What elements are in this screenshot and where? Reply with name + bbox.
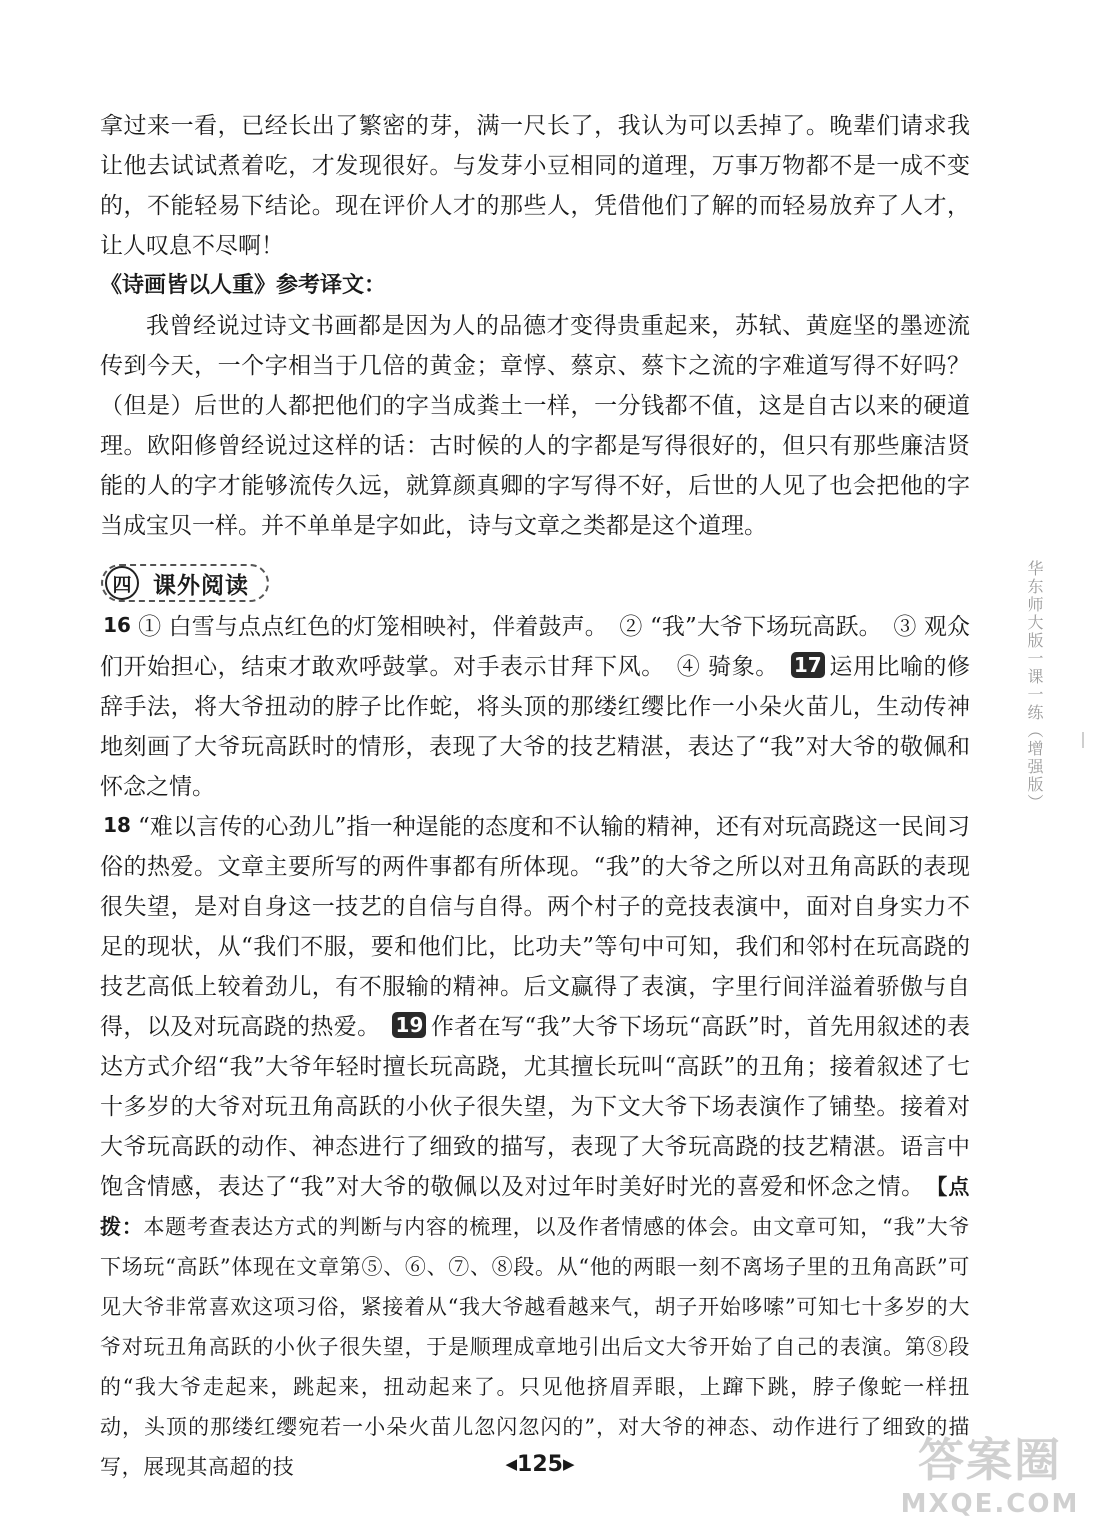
watermark-url: MXQE.COM — [900, 1489, 1080, 1519]
watermark-title: 答案圈 — [918, 1433, 1062, 1487]
question-number: 17 — [791, 652, 825, 678]
question-number: 16 — [103, 613, 131, 637]
hint-text: 本题考查表达方式的判断与内容的梳理，以及作者情感的体会。由文章可知，“我”大爷下场玩“高跃”体现在文章第⑤、⑥、⑦、⑧段。从“他的两眼一刻不离场子里的丑角高跃”可见大爷非常喜欢这项习俗，紧接着从“我大爷越看越来气，胡子开始哆嗦”可知七十多岁的大爷对玩丑角高跃的小伙子很失望，于是顺理成章地引出后文大爷开始了自己的表演。第⑧段的“我大爷走起来，跳起来，扭动起来了。只见他挤眉弄眼，上蹿下跳，脖子像蛇一样扭动，头顶的那缕红缨宛若一小朵火苗儿忽闪忽闪的”，对大爷的神态、动作进行了细致的描写，展现其高超的技 — [100, 1215, 970, 1479]
section-title: 课外阅读 — [153, 572, 249, 599]
answer-text: ① 白雪与点点红色的灯笼相映衬，伴着鼓声。 ② “我”大爷下场玩高跃。 ③ 观众们开始担心，结束才敢欢呼鼓掌。对手表示甘拜下风。 ④ 骑象。 — [100, 614, 970, 680]
section-subheading: 《诗画皆以人重》参考译文： — [100, 273, 387, 298]
page-number-value: 125 — [517, 1452, 563, 1477]
right-arrow-icon: ▶ — [562, 1455, 575, 1473]
answer-paragraph — [100, 807, 970, 1487]
answer-text: 作者在写“我”大爷下场玩“高跃”时，首先用叙述的表达方式介绍“我”大爷年轻时擅长玩高跷，尤其擅长玩叫“高跃”的丑角；接着叙述了七十多岁的大爷对玩丑角高跃的小伙子很失望，为下文大爷下场表演作了铺垫。接着对大爷玩高跃的动作、神态进行了细致的描写，表现了大爷玩高跷的技艺精湛。语言中饱含情感，表达了“我”对大爷的敬佩以及对过年时美好时光的喜爱和怀念之情。 — [100, 1014, 970, 1200]
hint-label: 【点拨： — [100, 1175, 970, 1239]
hint-note — [100, 1175, 970, 1479]
watermark-logo — [900, 1432, 1080, 1532]
answer-paragraph — [100, 607, 970, 807]
paragraph: 拿过来一看，已经长出了繁密的芽，满一尺长了，我认为可以丢掉了。晚辈们请求我让他去试试煮着吃，才发现很好。与发芽小豆相同的道理，万事万物都不是一成不变的，不能轻易下结论。现在评价人才的那些人，凭借他们了解的而轻易放弃了人才，让人叹息不尽啊！ — [100, 113, 970, 259]
answer-text: 运用比喻的修辞手法，将大爷扭动的脖子比作蛇，将头顶的那缕红缨比作一小朵火苗儿，生动传神地刻画了大爷玩高跃时的情形，表现了大爷的技艺精湛，表达了“我”对大爷的敬佩和怀念之情。 — [100, 654, 971, 800]
page-number — [480, 1452, 600, 1477]
paragraph: 我曾经说过诗文书画都是因为人的品德才变得贵重起来，苏轼、黄庭坚的墨迹流传到今天，一个字相当于几倍的黄金；章惇、蔡京、蔡卞之流的字难道写得不好吗？（但是）后世的人都把他们的字当成粪土一样，一分钱都不值，这是自古以来的硬道理。欧阳修曾经说过这样的话：古时候的人的字都是写得很好的，但只有那些廉洁贤能的人的字才能够流传久远，就算颜真卿的字写得不好，后世的人见了也会把他的字当成宝贝一样。并不单单是字如此，诗与文章之类都是这个道理。 — [100, 313, 970, 539]
answer-text: “难以言传的心劲儿”指一种逞能的态度和不认输的精神，还有对玩高跷这一民间习俗的热爱。文章主要所写的两件事都有所体现。“我”的大爷之所以对丑角高跃的表现很失望，是对自身这一技艺的自信与自得。两个村子的竞技表演中，面对自身实力不足的现状，从“我们不服，要和他们比，比功夫”等句中可知，我们和邻村在玩高跷的技艺高低上较着劲儿，有不服输的精神。后文赢得了表演，字里行间洋溢着骄傲与自得，以及对玩高跷的热爱。 — [100, 814, 970, 1040]
side-tick-mark — [1082, 732, 1084, 748]
section-header — [101, 564, 269, 602]
question-number: 19 — [392, 1012, 426, 1038]
side-book-label: 华东师大版一课一练（增强版） — [1025, 560, 1044, 812]
left-arrow-icon: ◀ — [505, 1455, 518, 1473]
section-number-badge: 四 — [105, 566, 139, 600]
answer-section — [100, 607, 970, 1487]
translation-section — [100, 106, 970, 546]
question-number: 18 — [103, 813, 131, 837]
